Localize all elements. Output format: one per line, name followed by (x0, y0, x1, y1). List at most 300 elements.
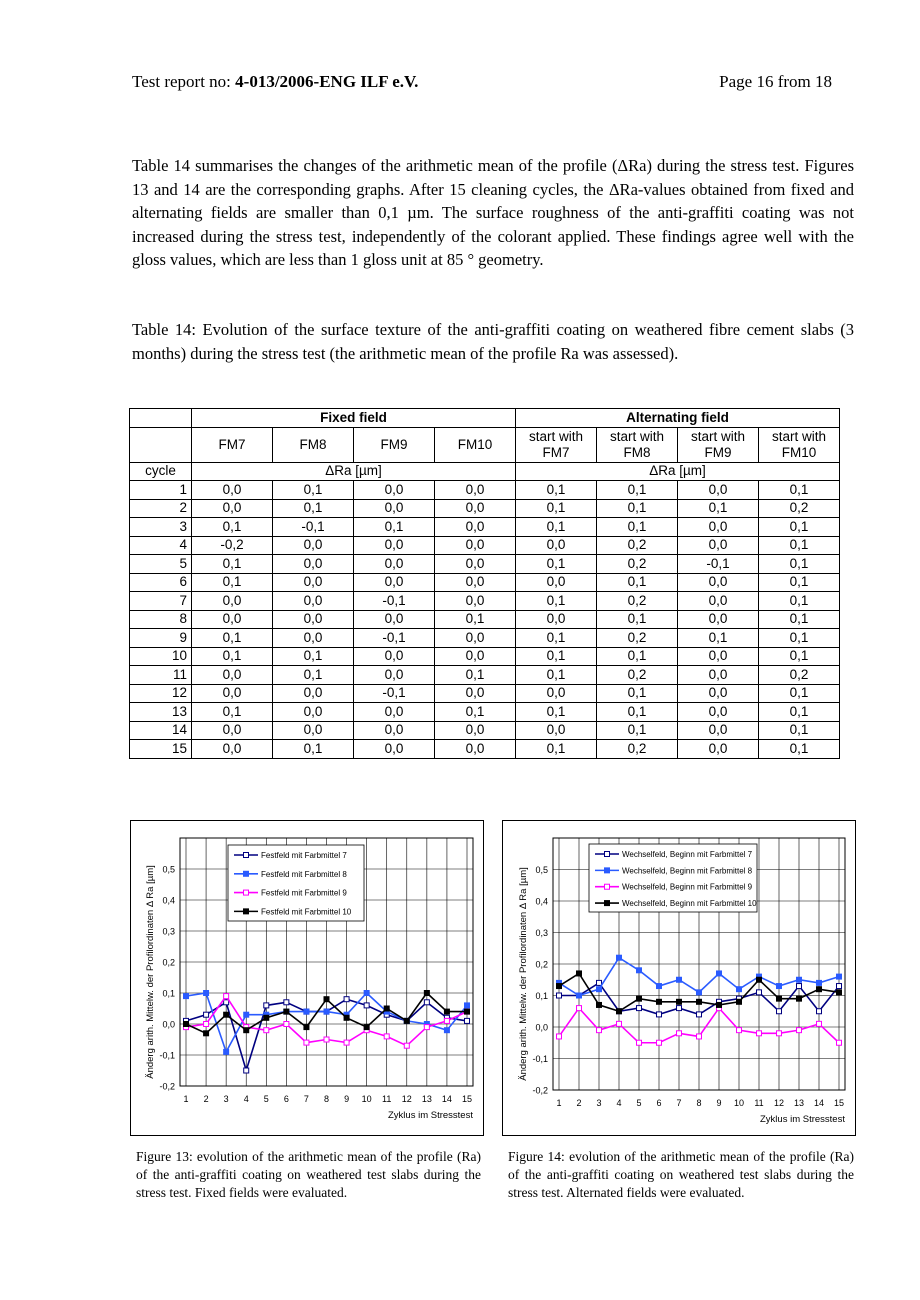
data-point (557, 1034, 562, 1039)
value-cell: 0,1 (273, 499, 354, 518)
x-tick-label: 2 (203, 1094, 209, 1104)
data-point (424, 1000, 429, 1005)
y-tick-label: -0,2 (532, 1085, 548, 1096)
data-point (677, 1006, 682, 1011)
data-point (184, 994, 189, 999)
table-row (130, 703, 840, 722)
value-cell: 0,1 (678, 629, 759, 648)
x-tick-label: 9 (344, 1094, 350, 1104)
data-point (817, 987, 822, 992)
value-cell: 0,1 (354, 518, 435, 537)
column-header: FM8 (273, 427, 354, 462)
data-point (364, 991, 369, 996)
value-cell: 0,1 (192, 518, 273, 537)
data-point (204, 991, 209, 996)
value-cell: 0,0 (678, 740, 759, 759)
value-cell: 0,1 (273, 740, 354, 759)
legend-marker (605, 868, 610, 873)
data-point (757, 990, 762, 995)
value-cell: -0,2 (192, 536, 273, 555)
data-point (817, 1021, 822, 1026)
value-cell: -0,1 (354, 592, 435, 611)
value-cell: 0,0 (273, 610, 354, 629)
data-point (797, 984, 802, 989)
data-point (284, 1000, 289, 1005)
legend-marker (244, 890, 249, 895)
value-cell: 0,0 (354, 610, 435, 629)
value-cell: 0,1 (759, 573, 840, 592)
data-point (465, 1003, 470, 1008)
data-point (837, 984, 842, 989)
value-cell: 0,1 (516, 592, 597, 611)
x-tick-label: 8 (696, 1098, 702, 1108)
value-cell: 0,0 (435, 573, 516, 592)
value-cell: 0,1 (759, 703, 840, 722)
data-point (737, 1028, 742, 1033)
value-cell: 0,0 (354, 703, 435, 722)
value-cell: 0,1 (759, 647, 840, 666)
value-cell: 0,0 (273, 703, 354, 722)
x-tick-label: 15 (461, 1094, 473, 1104)
value-cell: 0,1 (516, 703, 597, 722)
legend-marker (605, 901, 610, 906)
value-cell: 0,0 (192, 684, 273, 703)
value-cell: 0,1 (759, 481, 840, 500)
y-tick-label: -0,1 (532, 1054, 548, 1064)
value-cell: 0,1 (678, 499, 759, 518)
table-row (130, 721, 840, 740)
value-cell: -0,1 (678, 555, 759, 574)
x-tick-label: 4 (616, 1098, 622, 1108)
cycle-cell: 2 (130, 499, 192, 518)
value-cell: 0,1 (597, 703, 678, 722)
data-point (304, 1009, 309, 1014)
value-cell: 0,0 (678, 536, 759, 555)
value-cell: 0,0 (435, 518, 516, 537)
value-cell: 0,0 (273, 573, 354, 592)
data-point (444, 1009, 449, 1014)
data-point (264, 1028, 269, 1033)
data-point (677, 977, 682, 982)
table-group-row (130, 409, 840, 428)
figure-14-chart (503, 821, 855, 1135)
data-point (424, 1025, 429, 1030)
y-axis-label: Änderg arith. Mittelw. der Profilordinaten Δ Ra [µm] (518, 867, 529, 1081)
value-cell: 0,0 (678, 592, 759, 611)
value-cell: 0,1 (192, 629, 273, 648)
data-point (184, 1022, 189, 1027)
table-row (130, 647, 840, 666)
data-point (677, 1031, 682, 1036)
data-point (304, 1025, 309, 1030)
data-point (697, 999, 702, 1004)
results-table (129, 408, 840, 759)
data-point (597, 987, 602, 992)
value-cell: 0,0 (678, 703, 759, 722)
x-tick-label: 11 (382, 1094, 392, 1104)
value-cell: 0,1 (759, 684, 840, 703)
value-cell: 0,0 (678, 610, 759, 629)
value-cell: -0,1 (354, 684, 435, 703)
table-row (130, 573, 840, 592)
value-cell: 0,1 (597, 481, 678, 500)
value-cell: 0,0 (678, 518, 759, 537)
value-cell: 0,1 (435, 703, 516, 722)
value-cell: 0,1 (435, 610, 516, 629)
value-cell: 0,1 (759, 536, 840, 555)
data-point (204, 1031, 209, 1036)
value-cell: 0,0 (678, 647, 759, 666)
value-cell: 0,1 (759, 740, 840, 759)
data-point (324, 1009, 329, 1014)
data-point (637, 996, 642, 1001)
y-tick-label: 0,5 (535, 865, 548, 875)
value-cell: 0,0 (678, 573, 759, 592)
table-row (130, 481, 840, 500)
cycle-cell: 8 (130, 610, 192, 629)
value-cell: 0,0 (435, 555, 516, 574)
value-cell: 0,2 (597, 740, 678, 759)
data-point (737, 999, 742, 1004)
data-point (444, 1018, 449, 1023)
column-header: start with FM9 (678, 427, 759, 462)
report-label: Test report no: (132, 72, 236, 91)
data-point (597, 1028, 602, 1033)
data-point (224, 1049, 229, 1054)
value-cell: 0,1 (273, 481, 354, 500)
value-cell: 0,0 (354, 555, 435, 574)
unit-alternating: ΔRa [µm] (516, 462, 840, 481)
cycle-cell: 13 (130, 703, 192, 722)
legend-entry: Festfeld mit Farbmittel 9 (261, 888, 347, 898)
value-cell: 0,0 (192, 740, 273, 759)
data-point (204, 1012, 209, 1017)
column-header: start with FM10 (759, 427, 840, 462)
value-cell: 0,2 (597, 536, 678, 555)
value-cell: 0,0 (435, 721, 516, 740)
intro-paragraph: Table 14 summarises the changes of the arithmetic mean of the profile (ΔRa) during the stress test. Figures 13 and 14 are the corresponding graphs. After 15 cleaning cycles, the ΔRa-values obtained from fixed and alternating fields are smaller than 0,1 µm. The surface roughness of the anti-graffiti coating was not increased during the stress test, independently of the colorant applied. These findings agree well with the gloss values, which are less than 1 gloss unit at 85 ° geometry. (132, 156, 854, 269)
value-cell: 0,1 (759, 610, 840, 629)
data-point (244, 1012, 249, 1017)
legend-entry: Wechselfeld, Beginn mit Farbmittel 8 (622, 866, 753, 876)
value-cell: 0,1 (597, 573, 678, 592)
value-cell: 0,1 (759, 518, 840, 537)
data-point (424, 991, 429, 996)
value-cell: 0,1 (597, 518, 678, 537)
value-cell: 0,2 (597, 629, 678, 648)
legend-entry: Festfeld mit Farbmittel 8 (261, 869, 347, 879)
table-row (130, 499, 840, 518)
value-cell: 0,0 (273, 555, 354, 574)
data-point (777, 984, 782, 989)
data-point (324, 997, 329, 1002)
value-cell: 0,1 (273, 666, 354, 685)
data-point (817, 1009, 822, 1014)
x-tick-label: 13 (421, 1094, 432, 1104)
cycle-cell: 10 (130, 647, 192, 666)
legend-entry: Festfeld mit Farbmittel 7 (261, 851, 347, 860)
cycle-cell: 5 (130, 555, 192, 574)
report-number: 4-013/2006-ENG ILF e.V. (235, 72, 419, 91)
value-cell: 0,2 (597, 666, 678, 685)
value-cell: 0,2 (597, 592, 678, 611)
data-point (657, 999, 662, 1004)
data-point (697, 1034, 702, 1039)
x-tick-label: 13 (793, 1098, 805, 1108)
y-tick-label: 0,2 (535, 959, 548, 970)
table-corner-cell (130, 427, 192, 462)
data-point (244, 1068, 249, 1073)
x-tick-label: 2 (576, 1098, 582, 1108)
value-cell: 0,0 (678, 666, 759, 685)
value-cell: 0,2 (759, 499, 840, 518)
data-point (204, 1022, 209, 1027)
value-cell: 0,1 (516, 555, 597, 574)
value-cell: 0,0 (354, 721, 435, 740)
x-tick-label: 14 (813, 1098, 825, 1108)
x-tick-label: 5 (636, 1098, 642, 1108)
value-cell: 0,0 (678, 684, 759, 703)
value-cell: 0,1 (597, 721, 678, 740)
figure-14-chart-frame (502, 820, 856, 1136)
value-cell: 0,1 (516, 666, 597, 685)
x-tick-label: 14 (441, 1094, 452, 1104)
column-header: start with FM8 (597, 427, 678, 462)
data-point (657, 1012, 662, 1017)
value-cell: 0,1 (597, 499, 678, 518)
table-corner-cell (130, 409, 192, 428)
value-cell: 0,1 (516, 481, 597, 500)
value-cell: 0,1 (759, 721, 840, 740)
cycle-cell: 7 (130, 592, 192, 611)
x-tick-label: 12 (401, 1094, 412, 1104)
data-point (344, 997, 349, 1002)
cycle-cell: 3 (130, 518, 192, 537)
x-tick-label: 1 (556, 1098, 562, 1108)
value-cell: 0,0 (516, 610, 597, 629)
x-tick-label: 10 (361, 1094, 372, 1104)
value-cell: 0,1 (516, 499, 597, 518)
x-tick-label: 6 (656, 1098, 662, 1108)
value-cell: -0,1 (354, 629, 435, 648)
legend-entry: Festfeld mit Farbmittel 10 (261, 907, 352, 917)
cycle-cell: 14 (130, 721, 192, 740)
x-tick-label: 3 (223, 1094, 229, 1104)
cycle-cell: 4 (130, 536, 192, 555)
value-cell: 0,0 (354, 647, 435, 666)
y-tick-label: -0,2 (159, 1081, 175, 1092)
figure-13-chart (131, 821, 483, 1135)
legend-marker (244, 871, 249, 876)
figure-13-caption: Figure 13: evolution of the arithmetic mean of the profile (Ra) of the anti-graffiti coating on weathered test slabs during the stress test. Fixed fields were evaluated. (136, 1149, 481, 1200)
value-cell: 0,0 (273, 592, 354, 611)
table-row (130, 518, 840, 537)
y-axis-label: Änderg arith. Mittelw. der Profilordinaten Δ Ra [µm] (145, 865, 156, 1079)
y-tick-label: 0,4 (162, 895, 175, 906)
data-point (617, 955, 622, 960)
data-point (817, 980, 822, 985)
value-cell: 0,1 (597, 684, 678, 703)
value-cell: 0,0 (273, 629, 354, 648)
data-point (677, 999, 682, 1004)
value-cell: 0,1 (192, 555, 273, 574)
x-tick-label: 4 (243, 1094, 249, 1104)
data-point (617, 1021, 622, 1026)
column-header: FM9 (354, 427, 435, 462)
value-cell: 0,0 (354, 536, 435, 555)
column-header: FM7 (192, 427, 273, 462)
value-cell: 0,1 (516, 629, 597, 648)
cycle-cell: 15 (130, 740, 192, 759)
data-point (264, 1015, 269, 1020)
legend-marker (605, 852, 610, 857)
data-point (577, 993, 582, 998)
data-point (797, 996, 802, 1001)
page-header (132, 72, 832, 92)
data-point (364, 1003, 369, 1008)
table-row (130, 684, 840, 703)
value-cell: 0,0 (273, 536, 354, 555)
value-cell: 0,0 (354, 499, 435, 518)
value-cell: 0,0 (435, 499, 516, 518)
y-tick-label: -0,1 (159, 1050, 175, 1061)
data-point (344, 1015, 349, 1020)
table-unit-row (130, 462, 840, 481)
data-point (597, 980, 602, 985)
data-point (657, 984, 662, 989)
value-cell: 0,2 (759, 666, 840, 685)
value-cell: 0,1 (516, 647, 597, 666)
value-cell: 0,1 (192, 573, 273, 592)
data-point (224, 1000, 229, 1005)
value-cell: 0,1 (435, 666, 516, 685)
table-row (130, 592, 840, 611)
data-point (617, 1009, 622, 1014)
value-cell: 0,0 (192, 481, 273, 500)
data-point (224, 1012, 229, 1017)
value-cell: 0,0 (516, 573, 597, 592)
data-point (637, 1040, 642, 1045)
y-tick-label: 0,3 (535, 928, 548, 938)
data-point (244, 1028, 249, 1033)
legend-entry: Wechselfeld, Beginn mit Farbmittel 9 (622, 882, 753, 892)
data-point (837, 990, 842, 995)
cycle-cell: 6 (130, 573, 192, 592)
data-point (465, 1009, 470, 1014)
value-cell: 0,0 (192, 610, 273, 629)
data-point (717, 1002, 722, 1007)
y-tick-label: 0,0 (535, 1022, 548, 1033)
data-point (697, 990, 702, 995)
value-cell: 0,1 (273, 647, 354, 666)
data-point (304, 1040, 309, 1045)
value-cell: 0,0 (273, 721, 354, 740)
value-cell: 0,1 (759, 592, 840, 611)
x-tick-label: 3 (596, 1098, 602, 1108)
x-tick-label: 9 (716, 1098, 722, 1108)
data-point (264, 1003, 269, 1008)
data-point (697, 1012, 702, 1017)
x-tick-label: 6 (283, 1094, 289, 1104)
data-point (757, 1031, 762, 1036)
data-point (384, 1006, 389, 1011)
value-cell: 0,0 (516, 536, 597, 555)
x-tick-label: 8 (323, 1094, 330, 1104)
data-point (404, 1018, 409, 1023)
figure-14-caption: Figure 14: evolution of the arithmetic mean of the profile (Ra) of the anti-graffiti coating on weathered test slabs during the stress test. Alternated fields were evaluated. (508, 1149, 854, 1200)
value-cell: 0,0 (678, 481, 759, 500)
x-tick-label: 5 (263, 1094, 269, 1104)
page-number: Page 16 from 18 (719, 72, 832, 91)
data-point (577, 971, 582, 976)
value-cell: 0,1 (597, 647, 678, 666)
value-cell: -0,1 (273, 518, 354, 537)
value-cell: 0,1 (759, 555, 840, 574)
cycle-cell: 12 (130, 684, 192, 703)
data-point (757, 977, 762, 982)
value-cell: 0,0 (192, 666, 273, 685)
data-point (557, 984, 562, 989)
cycle-cell: 11 (130, 666, 192, 685)
value-cell: 0,0 (192, 721, 273, 740)
cycle-header: cycle (130, 462, 192, 481)
legend-entry: Wechselfeld, Beginn mit Farbmittel 7 (622, 850, 753, 859)
data-point (777, 1009, 782, 1014)
x-tick-label: 7 (676, 1098, 682, 1108)
value-cell: 0,1 (759, 629, 840, 648)
data-point (637, 1006, 642, 1011)
value-cell: 0,0 (678, 721, 759, 740)
data-point (284, 1009, 289, 1014)
data-point (284, 1022, 289, 1027)
value-cell: 0,1 (516, 518, 597, 537)
value-cell: 0,0 (516, 721, 597, 740)
value-cell: 0,1 (516, 740, 597, 759)
legend-marker (605, 884, 610, 889)
value-cell: 0,0 (354, 481, 435, 500)
data-point (344, 1040, 349, 1045)
x-tick-label: 7 (303, 1094, 309, 1104)
data-point (637, 968, 642, 973)
x-tick-label: 1 (183, 1094, 189, 1104)
data-point (837, 974, 842, 979)
value-cell: 0,0 (435, 629, 516, 648)
table-row (130, 666, 840, 685)
table-row (130, 555, 840, 574)
x-tick-label: 11 (754, 1098, 764, 1108)
y-tick-label: 0,0 (162, 1019, 175, 1030)
y-tick-label: 0,1 (535, 991, 548, 1001)
value-cell: 0,1 (192, 703, 273, 722)
value-cell: 0,0 (435, 740, 516, 759)
data-point (577, 1006, 582, 1011)
data-point (224, 994, 229, 999)
y-tick-label: 0,1 (162, 988, 175, 999)
legend-entry: Wechselfeld, Beginn mit Farbmittel 10 (622, 899, 757, 909)
table-row (130, 629, 840, 648)
figure-13-chart-frame (130, 820, 484, 1136)
value-cell: 0,0 (273, 684, 354, 703)
data-point (597, 1002, 602, 1007)
value-cell: 0,0 (435, 536, 516, 555)
cycle-cell: 9 (130, 629, 192, 648)
data-point (364, 1025, 369, 1030)
value-cell: 0,0 (516, 684, 597, 703)
value-cell: 0,0 (354, 573, 435, 592)
fixed-field-header: Fixed field (192, 409, 516, 428)
data-point (404, 1043, 409, 1048)
data-point (324, 1037, 329, 1042)
